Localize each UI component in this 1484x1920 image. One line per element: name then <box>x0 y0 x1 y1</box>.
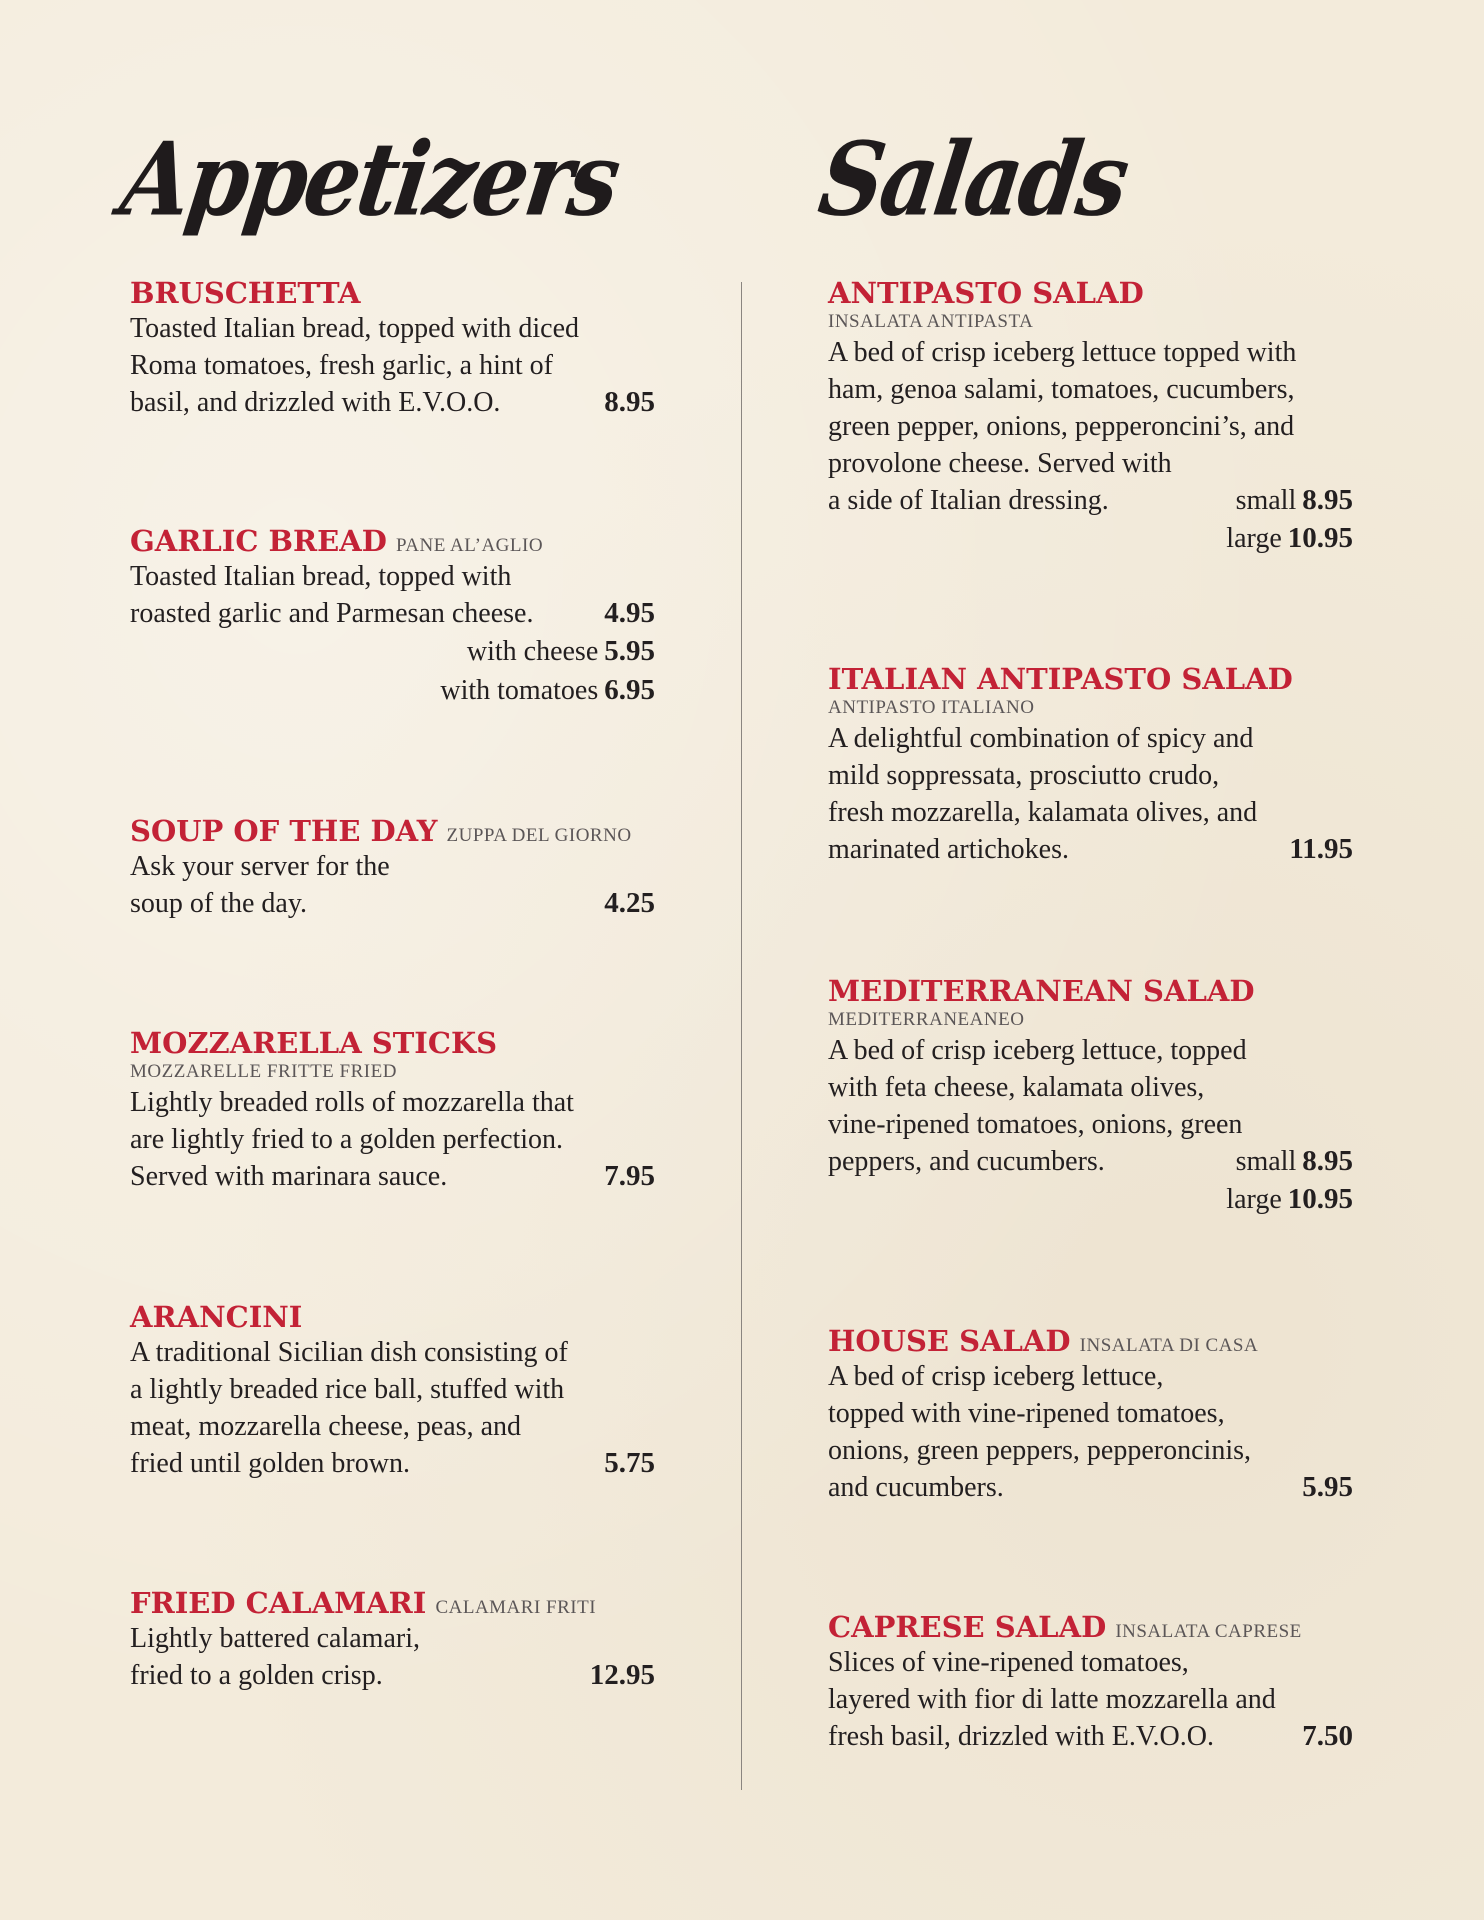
item-description <box>130 1084 655 1195</box>
menu-item-house-salad <box>828 1326 1353 1506</box>
appetizers-heading: Appetizers <box>114 118 625 239</box>
price-option-price: 6.95 <box>604 673 655 706</box>
desc-line: ham, genoa salami, tomatoes, cucumbers, <box>828 373 1295 405</box>
desc-line: and cucumbers. <box>828 1471 1004 1503</box>
item-name: ANTIPASTO SALAD <box>828 276 1144 310</box>
price-option-label: with tomatoes <box>440 674 599 706</box>
item-name: MEDITERRANEAN SALAD <box>828 974 1255 1008</box>
desc-line: with feta cheese, kalamata olives, <box>828 1071 1205 1103</box>
desc-line: A traditional Sicilian dish consisting of <box>130 1336 568 1368</box>
item-price: 12.95 <box>589 1658 655 1691</box>
menu-item-mozzarella-sticks <box>130 1028 655 1195</box>
desc-line: fresh basil, drizzled with E.V.O.O. <box>828 1720 1214 1752</box>
price-option <box>828 1180 1353 1219</box>
item-description <box>130 1334 655 1482</box>
menu-item-soup-of-the-day <box>130 816 655 922</box>
desc-line: green pepper, onions, pepperoncini’s, and <box>828 410 1295 442</box>
item-italian-name: PANE AL’AGLIO <box>395 535 544 556</box>
item-italian-name: ANTIPASTO ITALIANO <box>828 696 1035 718</box>
item-name: HOUSE SALAD <box>828 1324 1071 1358</box>
item-price: 11.95 <box>1289 832 1353 865</box>
item-price: 4.25 <box>604 886 655 919</box>
desc-line: fresh mozzarella, kalamata olives, and <box>828 796 1258 828</box>
desc-line: roasted garlic and Parmesan cheese. <box>130 597 534 629</box>
desc-line: marinated artichokes. <box>828 833 1070 865</box>
item-description <box>828 1032 1353 1180</box>
desc-line: A bed of crisp iceberg lettuce, <box>828 1360 1164 1392</box>
menu-item-italian-antipasto-salad <box>828 664 1353 868</box>
item-name: CAPRESE SALAD <box>828 1610 1107 1644</box>
price-option-price: 5.95 <box>604 634 655 667</box>
menu-item-fried-calamari <box>130 1588 655 1694</box>
item-price: 8.95 <box>1302 483 1353 516</box>
price-option-price: 10.95 <box>1287 1182 1353 1215</box>
menu-item-caprese-salad <box>828 1612 1353 1755</box>
desc-line: A delightful combination of spicy and <box>828 722 1254 754</box>
item-name: SOUP OF THE DAY <box>130 814 438 848</box>
item-description <box>130 310 655 421</box>
item-name: ARANCINI <box>130 1300 303 1334</box>
desc-line: A bed of crisp iceberg lettuce, topped <box>828 1034 1247 1066</box>
item-price: 7.50 <box>1302 1719 1353 1752</box>
price-option-label: small <box>1235 1145 1297 1177</box>
item-description <box>130 1620 655 1694</box>
desc-line: Toasted Italian bread, topped with diced <box>130 312 579 344</box>
item-name: FRIED CALAMARI <box>130 1586 427 1620</box>
price-option <box>130 632 655 671</box>
desc-line: peppers, and cucumbers. <box>828 1145 1105 1177</box>
menu-item-mediterranean-salad <box>828 976 1353 1219</box>
desc-line: Lightly breaded rolls of mozzarella that <box>130 1086 574 1118</box>
item-description <box>130 848 655 922</box>
price-option-label: large <box>1226 1183 1282 1215</box>
item-name: ITALIAN ANTIPASTO SALAD <box>828 662 1293 696</box>
price-option-label: small <box>1235 484 1297 516</box>
desc-line: soup of the day. <box>130 887 308 919</box>
desc-line: Roma tomatoes, fresh garlic, a hint of <box>130 349 553 381</box>
item-description <box>130 558 655 632</box>
desc-line: Slices of vine-ripened tomatoes, <box>828 1646 1189 1678</box>
desc-line: are lightly fried to a golden perfection. <box>130 1123 564 1155</box>
item-price: 8.95 <box>1302 1144 1353 1177</box>
item-description <box>828 1358 1353 1506</box>
price-option <box>130 671 655 710</box>
desc-line: provolone cheese. Served with <box>828 447 1172 479</box>
price-option-label: large <box>1226 522 1282 554</box>
desc-line: layered with fior di latte mozzarella and <box>828 1683 1276 1715</box>
item-italian-name: MOZZARELLE FRITTE FRIED <box>130 1060 397 1082</box>
item-description <box>828 1644 1353 1755</box>
menu-item-arancini <box>130 1302 655 1482</box>
menu-item-bruschetta <box>130 278 655 421</box>
desc-line: Lightly battered calamari, <box>130 1622 420 1654</box>
desc-line: onions, green peppers, pepperoncinis, <box>828 1434 1251 1466</box>
item-italian-name: MEDITERRANEANEO <box>828 1008 1025 1030</box>
desc-line: vine-ripened tomatoes, onions, green <box>828 1108 1243 1140</box>
item-italian-name: INSALATA CAPRESE <box>1115 1621 1302 1642</box>
item-price: 7.95 <box>604 1159 655 1192</box>
desc-line: a lightly breaded rice ball, stuffed with <box>130 1373 565 1405</box>
item-price: 4.95 <box>604 596 655 629</box>
desc-line: mild soppressata, prosciutto crudo, <box>828 759 1220 791</box>
menu-item-garlic-bread <box>130 526 655 710</box>
desc-line: Served with marinara sauce. <box>130 1160 448 1192</box>
item-italian-name: ZUPPA DEL GIORNO <box>446 825 632 846</box>
item-italian-name: INSALATA ANTIPASTA <box>828 310 1034 332</box>
item-description <box>828 720 1353 868</box>
desc-line: Ask your server for the <box>130 850 390 882</box>
item-description <box>828 334 1353 519</box>
item-italian-name: INSALATA DI CASA <box>1079 1335 1259 1356</box>
item-italian-name: CALAMARI FRITI <box>435 1597 597 1618</box>
item-name: GARLIC BREAD <box>130 524 387 558</box>
item-price: 5.75 <box>604 1446 655 1479</box>
desc-line: meat, mozzarella cheese, peas, and <box>130 1410 522 1442</box>
price-option-label: with cheese <box>466 635 599 667</box>
desc-line: fried to a golden crisp. <box>130 1659 383 1691</box>
desc-line: basil, and drizzled with E.V.O.O. <box>130 386 501 418</box>
item-name: MOZZARELLA STICKS <box>130 1026 498 1060</box>
item-name: BRUSCHETTA <box>130 276 361 310</box>
desc-line: Toasted Italian bread, topped with <box>130 560 512 592</box>
desc-line: topped with vine-ripened tomatoes, <box>828 1397 1225 1429</box>
column-divider <box>741 282 742 1790</box>
desc-line: a side of Italian dressing. <box>828 484 1109 516</box>
desc-line: A bed of crisp iceberg lettuce topped with <box>828 336 1297 368</box>
desc-line: fried until golden brown. <box>130 1447 410 1479</box>
item-price: 5.95 <box>1302 1470 1353 1503</box>
price-option-price: 10.95 <box>1287 521 1353 554</box>
salads-heading: Salads <box>812 118 1134 239</box>
item-price: 8.95 <box>604 385 655 418</box>
price-option <box>828 519 1353 558</box>
menu-item-antipasto-salad <box>828 278 1353 558</box>
